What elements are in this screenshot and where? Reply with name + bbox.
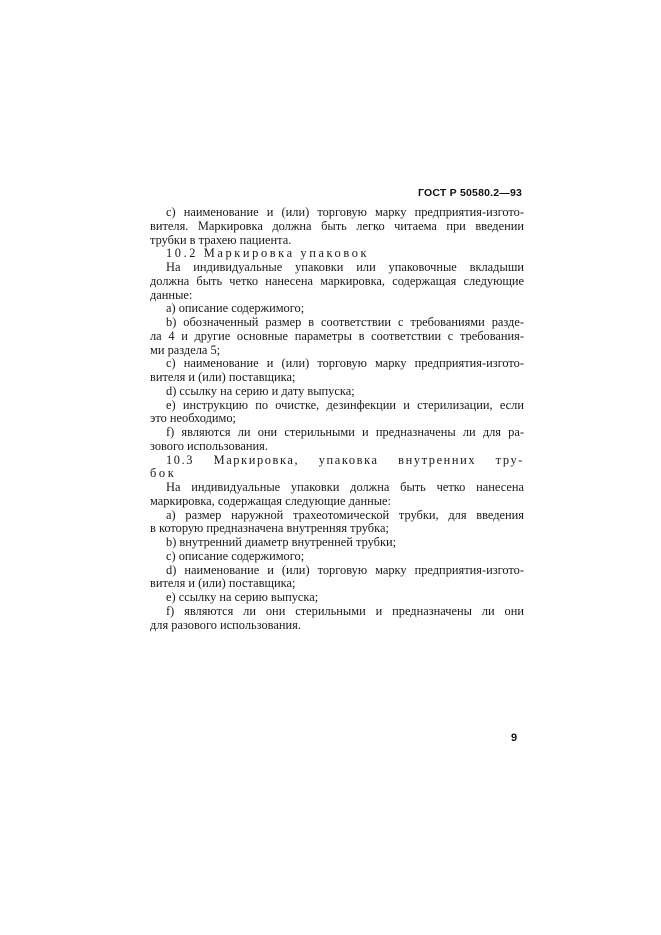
section-heading-10-3-cont: бок <box>150 466 177 481</box>
text-line: ми раздела 5; <box>150 342 221 357</box>
text-line: должна быть четко нанесена маркировка, содержащая следующие <box>150 273 524 288</box>
section-heading-10-3: 10.3 Маркировка, упаковка внутренних тру- <box>166 452 524 467</box>
list-item: e) инструкцию по очистке, дезинфекции и стерилизации, если <box>166 397 524 412</box>
list-item: c) наименование и (или) торговую марку предприятия-изгото- <box>166 356 524 371</box>
list-item: а) описание содержимого; <box>166 301 305 316</box>
text-line: трубки в трахею пациента. <box>150 232 292 247</box>
list-item: c) описание содержимого; <box>166 548 305 563</box>
page-number: 9 <box>511 732 518 744</box>
list-item: b) внутренний диаметр внутренней трубки; <box>166 535 397 549</box>
text-line: это необходимо; <box>150 411 236 426</box>
standard-code-header: ГОСТ Р 50580.2—93 <box>418 187 523 199</box>
text-line: зового использования. <box>150 438 268 453</box>
section-heading-10-2: 10.2 Маркировка упаковок <box>166 246 370 261</box>
list-item: f) являются ли они стерильными и предназначены ли для ра- <box>166 425 524 439</box>
text-line: данные: <box>150 287 193 302</box>
text-line: вителя. Маркировка должна быть легко читаема при введении <box>150 218 524 233</box>
text-line: На индивидуальные упаковки или упаковочные вкладыши <box>166 260 524 274</box>
text-line: ла 4 и другие основные параметры в соответствии с требования- <box>150 328 524 343</box>
text-line: вителя и (или) поставщика; <box>150 370 296 384</box>
text-line: маркировка, содержащая следующие данные: <box>150 493 391 508</box>
text-line: На индивидуальные упаковки должна быть четко нанесена <box>166 480 524 494</box>
text-line: для разового использования. <box>150 617 301 632</box>
text-line: c) наименование и (или) торговую марку предприятия-изгото- <box>166 205 524 219</box>
document-body <box>150 206 524 632</box>
list-item: d) наименование и (или) торговую марку предприятия-изгото- <box>166 562 524 577</box>
list-item: b) обозначенный размер в соответствии с требованиями разде- <box>166 315 524 329</box>
list-item: d) ссылку на серию и дату выпуска; <box>166 383 355 398</box>
text-line: в которую предназначена внутренняя трубка; <box>150 521 389 536</box>
list-item: f) являются ли они стерильными и предназначены ли они <box>166 603 524 618</box>
list-item: а) размер наружной трахеотомической трубки, для введения <box>166 507 524 522</box>
text-line: вителя и (или) поставщика; <box>150 576 296 591</box>
list-item: e) ссылку на серию выпуска; <box>166 590 319 604</box>
